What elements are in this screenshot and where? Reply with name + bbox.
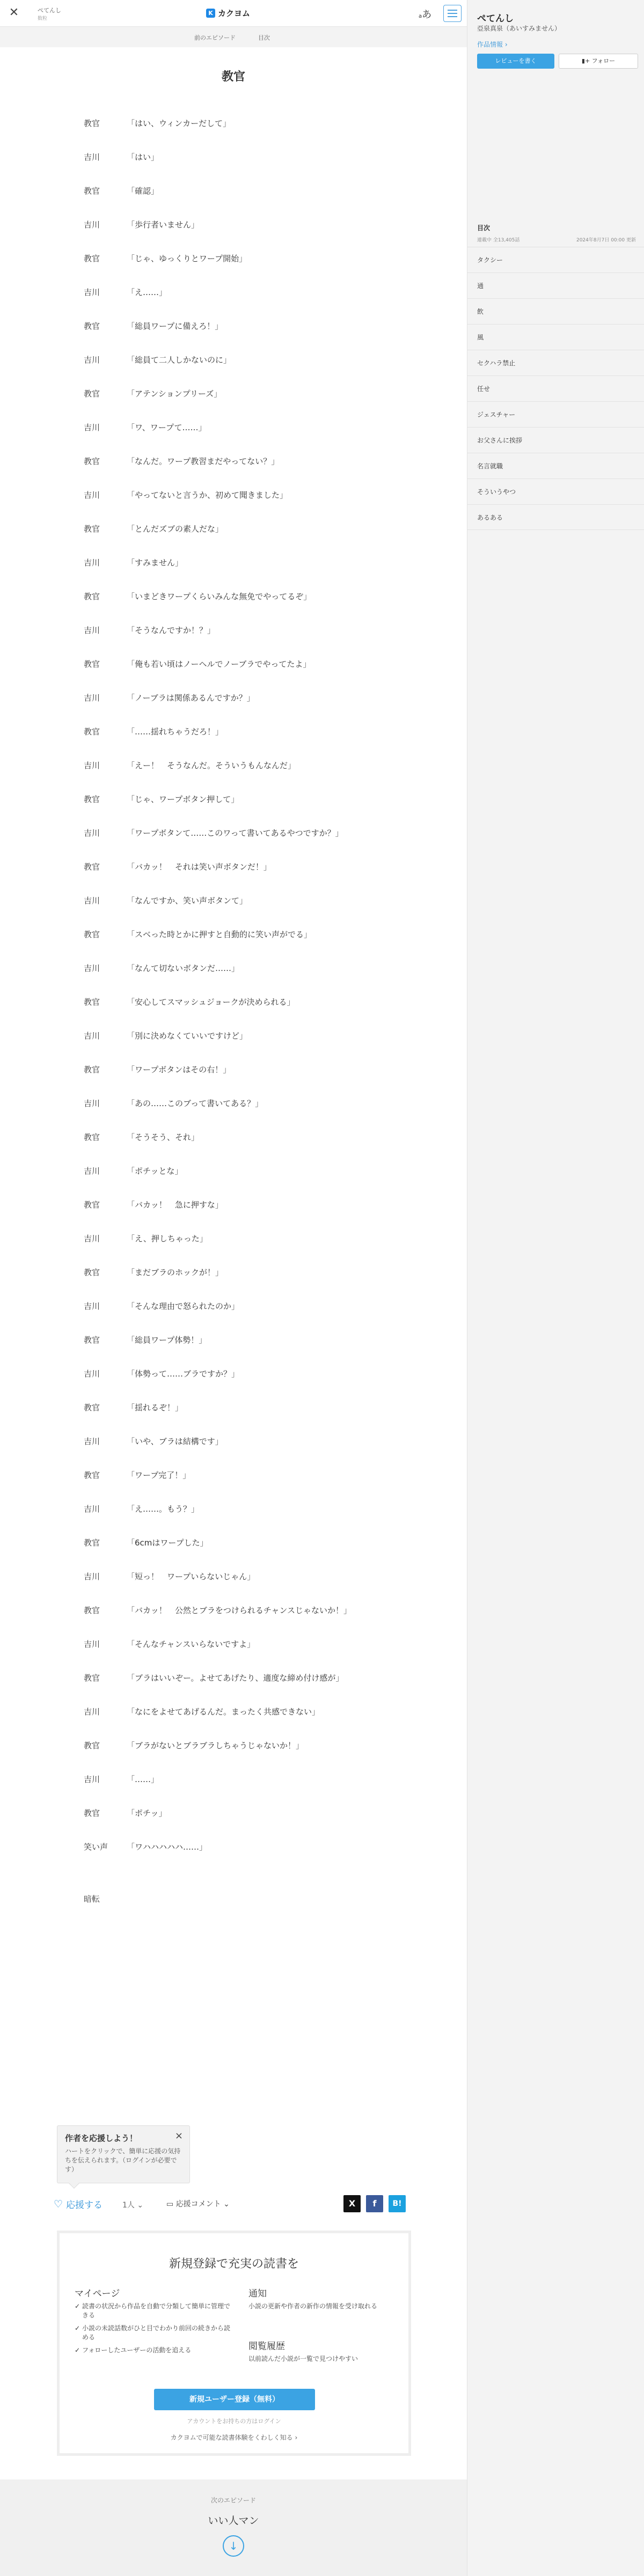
- register-promo: [57, 2231, 411, 2456]
- dialogue-speaker: 教官: [84, 1673, 100, 1683]
- toc-item[interactable]: 風: [467, 324, 644, 350]
- toc-item[interactable]: そういうやつ: [467, 479, 644, 504]
- dialogue-speaker: 教官: [84, 930, 100, 939]
- dialogue-line: [84, 859, 416, 893]
- dialogue-text: 「別に決めなくていいですけど」: [127, 1031, 248, 1041]
- follow-button[interactable]: ▮+ フォロー: [559, 54, 638, 69]
- feature-item: ✓ 小説の未読話数がひと目でわかり前回の続きから読める: [75, 2324, 236, 2342]
- dialogue-text: 「ワープボタンはその右！」: [127, 1065, 231, 1074]
- dialogue-line: [84, 589, 416, 623]
- toc-meta: [477, 236, 636, 243]
- dialogue-speaker: 吉川: [84, 1099, 100, 1108]
- dialogue-text: 「確認」: [127, 186, 159, 196]
- dialogue-text: 「総員て二人しかないのに」: [127, 355, 232, 365]
- dialogue-line: [84, 319, 416, 352]
- dialogue-line: [84, 1704, 416, 1738]
- dialogue-speaker: 吉川: [84, 1166, 100, 1176]
- dialogue-text: 「スベった時とかに押すと自動的に笑い声がでる」: [127, 930, 312, 939]
- dialogue-line: [84, 1096, 416, 1130]
- dialogue-line: [84, 1535, 416, 1569]
- dialogue-speaker: 教官: [84, 389, 100, 399]
- toc-item[interactable]: お父さんに挨拶: [467, 427, 644, 453]
- dialogue-text: 「いや、ブラは結構です」: [127, 1437, 223, 1446]
- chevron-right-icon: ›: [504, 41, 508, 48]
- dialogue-line: [84, 555, 416, 589]
- dialogue-speaker: 吉川: [84, 1572, 100, 1581]
- dialogue-text: 「なにをよせてあげるんだ。まったく共感できない」: [127, 1707, 320, 1717]
- dialogue-line: [84, 961, 416, 995]
- close-icon[interactable]: ✕: [9, 6, 19, 19]
- dialogue-line: [84, 488, 416, 521]
- dialogue-text: 「そんなチャンスいらないですよ」: [127, 1639, 255, 1649]
- dialogue-line: [84, 386, 416, 420]
- dialogue-line: [84, 995, 416, 1028]
- logo-icon: K: [206, 9, 215, 18]
- dialogue-speaker: 吉川: [84, 152, 100, 162]
- toc-item[interactable]: タクシー: [467, 247, 644, 273]
- dialogue-speaker: 教官: [84, 1335, 100, 1345]
- dialogue-text: 「そんな理由で怒られたのか」: [127, 1301, 240, 1311]
- dialogue-line: [84, 657, 416, 690]
- next-episode-label: 次のエピソード: [210, 2497, 256, 2504]
- dialogue-line: [84, 1502, 416, 1535]
- dialogue-text: 「じゃ、ワープボタン押して」: [127, 794, 239, 804]
- dialogue-line: [84, 1603, 416, 1637]
- dialogue-text: 「短っ！ ワープいらないじゃん」: [127, 1572, 255, 1581]
- dialogue-text: 「……揺れちゃうだろ！」: [127, 727, 224, 737]
- dialogue-speaker: 吉川: [84, 1369, 100, 1379]
- toc-item[interactable]: セクハラ禁止: [467, 350, 644, 376]
- toc-heading: 目次: [477, 224, 491, 232]
- dialogue-line: [84, 1164, 416, 1197]
- episode-title: 教官: [221, 70, 245, 84]
- dialogue-speaker: 吉川: [84, 288, 100, 297]
- dialogue-line: [84, 1569, 416, 1603]
- dialogue-text: 「バカッ！ それは笑い声ボタンだ！」: [127, 862, 272, 872]
- dialogue-line: [84, 623, 416, 657]
- dialogue-text: 「ワープボタンて……このワって書いてあるやつですか？」: [127, 828, 343, 838]
- dialogue-speaker: 吉川: [84, 625, 100, 635]
- notify-desc: 小説の更新や作者の新作の情報を受け取れる: [248, 2302, 378, 2310]
- dialogue-text: 「はい、ウィンカーだして」: [127, 119, 231, 128]
- login-link[interactable]: アカウントをお持ちの方はログイン: [187, 2418, 281, 2425]
- dialogue-speaker: 吉川: [84, 355, 100, 365]
- dialogue-speaker: 吉川: [84, 896, 100, 906]
- episode-nav: [0, 27, 467, 47]
- dialogue-speaker: 教官: [84, 1065, 100, 1074]
- logo-text: カクヨム: [218, 9, 251, 18]
- dialogue-speaker: 教官: [84, 1741, 100, 1750]
- dialogue-line: [84, 1028, 416, 1062]
- dialogue-line: [84, 724, 416, 758]
- chevron-right-icon: ›: [295, 2434, 298, 2441]
- dialogue-line: [84, 1670, 416, 1704]
- sidebar: [467, 0, 644, 2576]
- dialogue-line: [84, 1231, 416, 1265]
- dialogue-line: [84, 1738, 416, 1772]
- dialogue-text: 「なんて切ないボタンだ……」: [127, 963, 240, 973]
- dialogue-line: [84, 352, 416, 386]
- heart-icon: ♡: [54, 2198, 63, 2210]
- share-hatena-icon[interactable]: B!: [389, 2195, 406, 2212]
- dialogue-speaker: 吉川: [84, 220, 100, 230]
- dialogue-text: 「え、押しちゃった」: [127, 1234, 208, 1243]
- feature-item: ✓ フォローしたユーザーの活動を追える: [75, 2346, 236, 2355]
- site-logo[interactable]: [206, 8, 250, 19]
- dialogue-line: [84, 792, 416, 826]
- dialogue-speaker: 教官: [84, 254, 100, 263]
- dialogue-text: 「ワ、ワープて……」: [127, 423, 207, 432]
- dialogue-text: 「まだブラのホックが！」: [127, 1268, 224, 1277]
- dialogue-line: [84, 1299, 416, 1333]
- dialogue-speaker: 教官: [84, 997, 100, 1007]
- dialogue-line: [84, 1772, 416, 1806]
- dialogue-line: [84, 1806, 416, 1839]
- dialogue-speaker: 教官: [84, 457, 100, 466]
- dialogue-text: 「ノーブラは関係あるんですか？」: [127, 693, 255, 703]
- next-episode[interactable]: [0, 2479, 467, 2576]
- dialogue-speaker: 教官: [84, 1606, 100, 1615]
- toc-updated: 2024年8月7日 00:00 更新: [576, 238, 636, 243]
- header-author[interactable]: 数粒: [38, 16, 48, 21]
- dialogue-speaker: 教官: [84, 119, 100, 128]
- dialogue-line: [84, 217, 416, 251]
- toc-item[interactable]: ジェスチャー: [467, 401, 644, 427]
- dialogue-text: 「安心してスマッシュジョークが決められる」: [127, 997, 295, 1007]
- dialogue-speaker: 吉川: [84, 1437, 100, 1446]
- dialogue-line: [84, 116, 416, 150]
- toc-item[interactable]: 名言就職: [467, 453, 644, 479]
- dialogue-text: 「バカッ！ 公然とブラをつけられるチャンスじゃないか！」: [127, 1606, 352, 1615]
- dialogue-line: [84, 1197, 416, 1231]
- dialogue-speaker: 教官: [84, 1538, 100, 1548]
- dialogue-line: [84, 1637, 416, 1670]
- dialogue-line: [84, 1265, 416, 1299]
- register-button[interactable]: 新規ユーザー登録（無料）: [154, 2389, 315, 2410]
- chevron-down-icon: ⌄: [137, 2201, 144, 2210]
- history-desc: 以前読んだ小説が一覧で見つけやすい: [248, 2355, 358, 2362]
- dialogue-text: 「ブラがないとブラブラしちゃうじゃないか！」: [127, 1741, 304, 1750]
- dialogue-text: 「なんだ。ワープ教習まだやってない？」: [127, 457, 280, 466]
- dialogue-text: 「いまどきワープくらいみんな無免でやってるぞ」: [127, 592, 312, 601]
- dialogue-line: [84, 758, 416, 792]
- dialogue-speaker: 吉川: [84, 423, 100, 432]
- plus-icon: +: [584, 57, 590, 64]
- dialogue-speaker: 教官: [84, 592, 100, 601]
- dialogue-line: [84, 1366, 416, 1400]
- toc-status: 連載中 全13,405話: [477, 238, 520, 243]
- dialogue-line: [84, 1839, 416, 1873]
- dialogue-text: 「ポチッとな」: [127, 1166, 183, 1176]
- dialogue-line: [84, 150, 416, 183]
- feature-item: ✓ 読書の状況から作品を自動で分類して簡単に管理できる: [75, 2302, 236, 2320]
- sidebar-author[interactable]: 亞泉真泉（あいすみません）: [477, 25, 561, 32]
- work-info-link[interactable]: 作品情報 ›: [477, 41, 508, 48]
- header-work-title[interactable]: ぺてんし: [38, 7, 61, 14]
- tooltip-arrow: [69, 2178, 79, 2189]
- dialogue-line: [84, 690, 416, 724]
- share-x-icon[interactable]: X: [343, 2195, 361, 2212]
- toc-item[interactable]: 飲: [467, 298, 644, 324]
- font-big-glyph: あ: [422, 9, 432, 20]
- dialogue-speaker: 吉川: [84, 828, 100, 838]
- support-tooltip-body: ハートをクリックで、簡単に応援の気持ちを伝えられます。（ログインが必要です）: [65, 2147, 181, 2173]
- cheer-button[interactable]: [54, 2197, 103, 2211]
- toc-item[interactable]: あるある: [467, 504, 644, 530]
- dialogue-text: 「そうなんですか！？」: [127, 625, 216, 635]
- dialogue-text: 「そうそう、それ」: [127, 1132, 200, 1142]
- dialogue-speaker: 吉川: [84, 490, 100, 500]
- dialogue-speaker: 吉川: [84, 1234, 100, 1243]
- dialogue-speaker: 吉川: [84, 1707, 100, 1717]
- dialogue-line: [84, 826, 416, 859]
- dialogue-text: 「アテンションプリーズ」: [127, 389, 222, 399]
- bookmark-icon: ▮: [581, 57, 585, 64]
- dialogue-speaker: 吉川: [84, 761, 100, 770]
- dialogue-speaker: 教官: [84, 1200, 100, 1210]
- toc-list: [467, 247, 644, 530]
- dialogue-line: [84, 285, 416, 319]
- top-header: [0, 0, 467, 27]
- toc-link[interactable]: 目次: [258, 34, 270, 41]
- dialogue-text: 「とんだズブの素人だな」: [127, 524, 224, 534]
- write-review-button[interactable]: レビューを書く: [477, 54, 554, 69]
- register-title: 新規登録で充実の読書を: [169, 2257, 299, 2271]
- dialogue-text: 「やってないと言うか、初めて聞きました」: [127, 490, 288, 500]
- dialogue-line: [84, 893, 416, 927]
- dialogue-text: 「じゃ、ゆっくりとワープ開始」: [127, 254, 247, 263]
- close-icon[interactable]: ×: [174, 2130, 183, 2141]
- dialogue-speaker: 教官: [84, 524, 100, 534]
- dialogue-line: [84, 1062, 416, 1096]
- dialogue-speaker: 吉川: [84, 558, 100, 568]
- chevron-down-icon: ⌄: [223, 2200, 230, 2209]
- dialogue-text: 「ワハハハハハ……」: [127, 1842, 208, 1852]
- dialogue-speaker: 吉川: [84, 1504, 100, 1514]
- dialogue-text: 「総員ワープに備えろ！」: [127, 321, 223, 331]
- support-tooltip-title: 作者を応援しよう！: [65, 2133, 138, 2143]
- prev-episode-link[interactable]: 前のエピソード: [194, 34, 236, 41]
- dialogue-text: 「すみません」: [127, 558, 184, 568]
- dialogue-line: [84, 927, 416, 961]
- dialogue-text: 「歩行者いません」: [127, 220, 200, 230]
- next-episode-title[interactable]: いい人マン: [208, 2515, 259, 2527]
- support-tooltip: [57, 2125, 190, 2183]
- comment-icon: ▭: [166, 2200, 174, 2209]
- dialogue-text: 「バカッ！ 急に押すな」: [127, 1200, 223, 1210]
- dialogue-speaker: 吉川: [84, 963, 100, 973]
- dialogue-text: 「なんですか、笑い声ボタンて」: [127, 896, 248, 906]
- dialogue-line: [84, 183, 416, 217]
- notify-heading: 通知: [248, 2288, 267, 2299]
- dialogue-text: 「ワープ完了！」: [127, 1470, 191, 1480]
- dialogue-speaker: 教官: [84, 1132, 100, 1142]
- dialogue-text: 「6cmはワープした」: [127, 1538, 208, 1548]
- dialogue-speaker: 教官: [84, 1268, 100, 1277]
- cheer-count[interactable]: 1人 ⌄: [122, 2201, 144, 2210]
- mypage-features: [75, 2302, 236, 2359]
- episode-afterword: 暗転: [84, 1894, 100, 1904]
- dialogue-speaker: 教官: [84, 1808, 100, 1818]
- dialogue-text: 「え……。もう？」: [127, 1504, 200, 1514]
- dialogue-speaker: 教官: [84, 1403, 100, 1412]
- dialogue-speaker: 吉川: [84, 1031, 100, 1041]
- dialogue-text: 「え……」: [127, 288, 167, 297]
- dialogue-text: 「はい」: [127, 152, 159, 162]
- dialogue-speaker: 教官: [84, 1470, 100, 1480]
- toc-item[interactable]: 通: [467, 273, 644, 298]
- dialogue-text: 「ブラはいいぞー。よせてあげたり、適度な締め付け感が」: [127, 1673, 344, 1683]
- mypage-heading: マイページ: [75, 2288, 120, 2299]
- dialogue-line: [84, 454, 416, 488]
- dialogue-speaker: 吉川: [84, 1639, 100, 1649]
- dialogue-text: 「あの……このブって書いてある？」: [127, 1099, 264, 1108]
- dialogue-text: 「ポチッ」: [127, 1808, 167, 1818]
- arrow-down-icon[interactable]: ↓: [223, 2535, 244, 2557]
- dialogue-line: [84, 1400, 416, 1434]
- dialogue-text: 「体勢って……ブラですか？」: [127, 1369, 240, 1379]
- toc-item[interactable]: 任せ: [467, 376, 644, 401]
- font-small-glyph: a: [419, 13, 422, 19]
- episode-body: [84, 116, 416, 1873]
- dialogue-line: [84, 1333, 416, 1366]
- dialogue-speaker: 教官: [84, 321, 100, 331]
- dialogue-speaker: 教官: [84, 862, 100, 872]
- dialogue-speaker: 吉川: [84, 1301, 100, 1311]
- dialogue-speaker: 教官: [84, 186, 100, 196]
- dialogue-line: [84, 1468, 416, 1502]
- dialogue-speaker: 教官: [84, 659, 100, 669]
- dialogue-line: [84, 251, 416, 285]
- sidebar-work-title[interactable]: ぺてんし: [477, 13, 514, 24]
- dialogue-speaker: 教官: [84, 727, 100, 737]
- menu-icon[interactable]: [443, 5, 462, 22]
- dialogue-line: [84, 1434, 416, 1468]
- dialogue-speaker: 吉川: [84, 693, 100, 703]
- dialogue-text: 「総員ワープ体勢！」: [127, 1335, 207, 1345]
- dialogue-line: [84, 420, 416, 454]
- dialogue-speaker: 吉川: [84, 1775, 100, 1784]
- episode-actions: [54, 2194, 412, 2212]
- dialogue-text: 「……」: [127, 1775, 159, 1784]
- history-heading: 閲覧履歴: [248, 2341, 285, 2352]
- dialogue-text: 「俺も若い頃はノーヘルでノーブラでやってたよ」: [127, 659, 311, 669]
- dialogue-speaker: 教官: [84, 794, 100, 804]
- cheer-label: 応援する: [66, 2200, 103, 2211]
- cheer-comment-button[interactable]: ▭ 応援コメント ⌄: [166, 2200, 230, 2209]
- learn-more-link[interactable]: カクヨムで可能な読書体験をくわしく知る ›: [170, 2434, 298, 2441]
- dialogue-line: [84, 521, 416, 555]
- dialogue-speaker: 笑い声: [84, 1842, 108, 1852]
- share-facebook-icon[interactable]: f: [366, 2195, 383, 2212]
- dialogue-text: 「えー！ そうなんだ。そういうもんなんだ」: [127, 761, 296, 770]
- dialogue-line: [84, 1130, 416, 1164]
- font-settings-button[interactable]: [419, 7, 431, 21]
- dialogue-text: 「揺れるぞ！」: [127, 1403, 184, 1412]
